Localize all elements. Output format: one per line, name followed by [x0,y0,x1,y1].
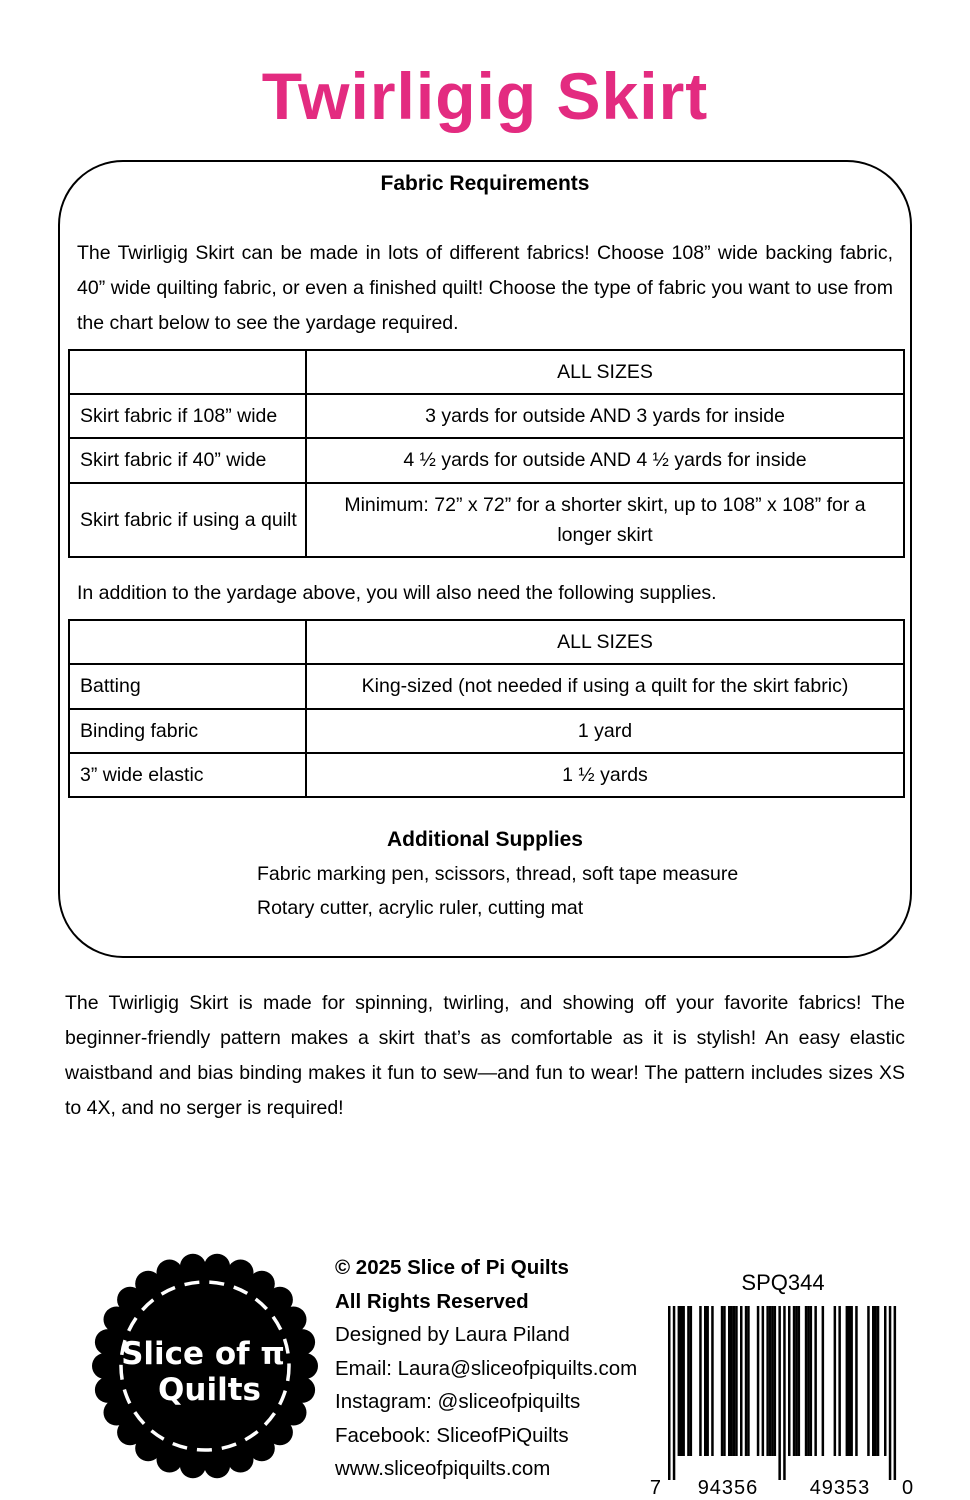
yardage-row-label: Skirt fabric if 108” wide [69,394,306,438]
supplies-table-corner-cell [69,620,306,664]
additional-supplies-line: Rotary cutter, acrylic ruler, cutting mat [257,896,584,919]
yardage-row-label: Skirt fabric if using a quilt [69,483,306,557]
supplies-table-header-row [69,620,904,664]
yardage-table-row [69,483,904,557]
additional-supplies-heading: Additional Supplies [386,827,583,851]
credits-block [335,1251,637,1486]
supplies-note: In addition to the yardage above, you will also need the following supplies. [77,582,717,605]
supplies-row-label: 3” wide elastic [69,753,306,797]
barcode-bars [668,1306,896,1480]
yardage-row-value: 3 yards for outside AND 3 yards for inside [306,394,904,438]
additional-supplies-line: Fabric marking pen, scissors, thread, soft tape measure [257,862,739,885]
supplies-row-value: 1 ½ yards [306,753,904,797]
supplies-table-row [69,709,904,753]
yardage-table-row [69,394,904,438]
yardage-row-label: Skirt fabric if 40” wide [69,438,306,482]
logo-text-line2: Quilts [158,1372,261,1408]
yardage-row-value: 4 ½ yards for outside AND 4 ½ yards for inside [306,438,904,482]
supplies-table-row [69,664,904,708]
supplies-table-header-all-sizes: ALL SIZES [306,620,904,664]
fabric-intro-paragraph: The Twirligig Skirt can be made in lots of different fabrics! Choose 108” wide backing fabric, 40” wide quilting fabric, or even a finished quilt! Choose the type of fabric you want to use from the chart below to see the yardage required. [77,242,893,334]
rights-line: All Rights Reserved [335,1289,529,1313]
supplies-table-row [69,753,904,797]
email-line: Email: Laura@sliceofpiquilts.com [335,1356,638,1380]
yardage-table-corner-cell [69,350,306,394]
website-line: www.sliceofpiquilts.com [335,1457,551,1480]
pattern-description: The Twirligig Skirt is made for spinning, twirling, and showing off your favorite fabrics! The beginner-friendly pattern makes a skirt that’s as comfortable as it is stylish! An easy elastic waistband and bias binding makes it fun to sew—and fun to wear! The pattern includes sizes XS to 4X, and no serger is required! [65,991,905,1119]
fabric-requirements-box [58,160,912,958]
slice-of-pi-quilts-logo [85,1246,325,1486]
yardage-table [68,349,905,558]
yardage-row-value: Minimum: 72” x 72” for a shorter skirt, up to 108” x 108” for a longer skirt [306,483,904,557]
supplies-row-value: King-sized (not needed if using a quilt for the skirt fabric) [306,664,904,708]
facebook-line: Facebook: SliceofPiQuilts [335,1423,569,1447]
barcode-digit-group: 7 [649,1477,662,1498]
logo-text-line1: Slice of π [121,1336,285,1372]
supplies-row-label: Binding fabric [69,709,306,753]
supplies-row-label: Batting [69,664,306,708]
page-title: Twirligig Skirt [261,59,709,133]
supplies-table [68,619,905,798]
yardage-table-header-all-sizes: ALL SIZES [306,350,904,394]
instagram-line: Instagram: @sliceofpiquilts [335,1390,581,1413]
copyright-line: © 2025 Slice of Pi Quilts [335,1256,569,1279]
supplies-row-value: 1 yard [306,709,904,753]
barcode-digit-group: 0 [902,1477,915,1498]
upc-barcode [644,1306,930,1498]
fabric-requirements-heading: Fabric Requirements [380,172,590,195]
sku-label: SPQ344 [741,1270,825,1295]
barcode-digit-group: 49353 [809,1477,871,1498]
yardage-table-row [69,438,904,482]
designer-line: Designed by Laura Piland [335,1323,570,1346]
yardage-table-header-row [69,350,904,394]
barcode-digit-group: 94356 [697,1477,759,1498]
